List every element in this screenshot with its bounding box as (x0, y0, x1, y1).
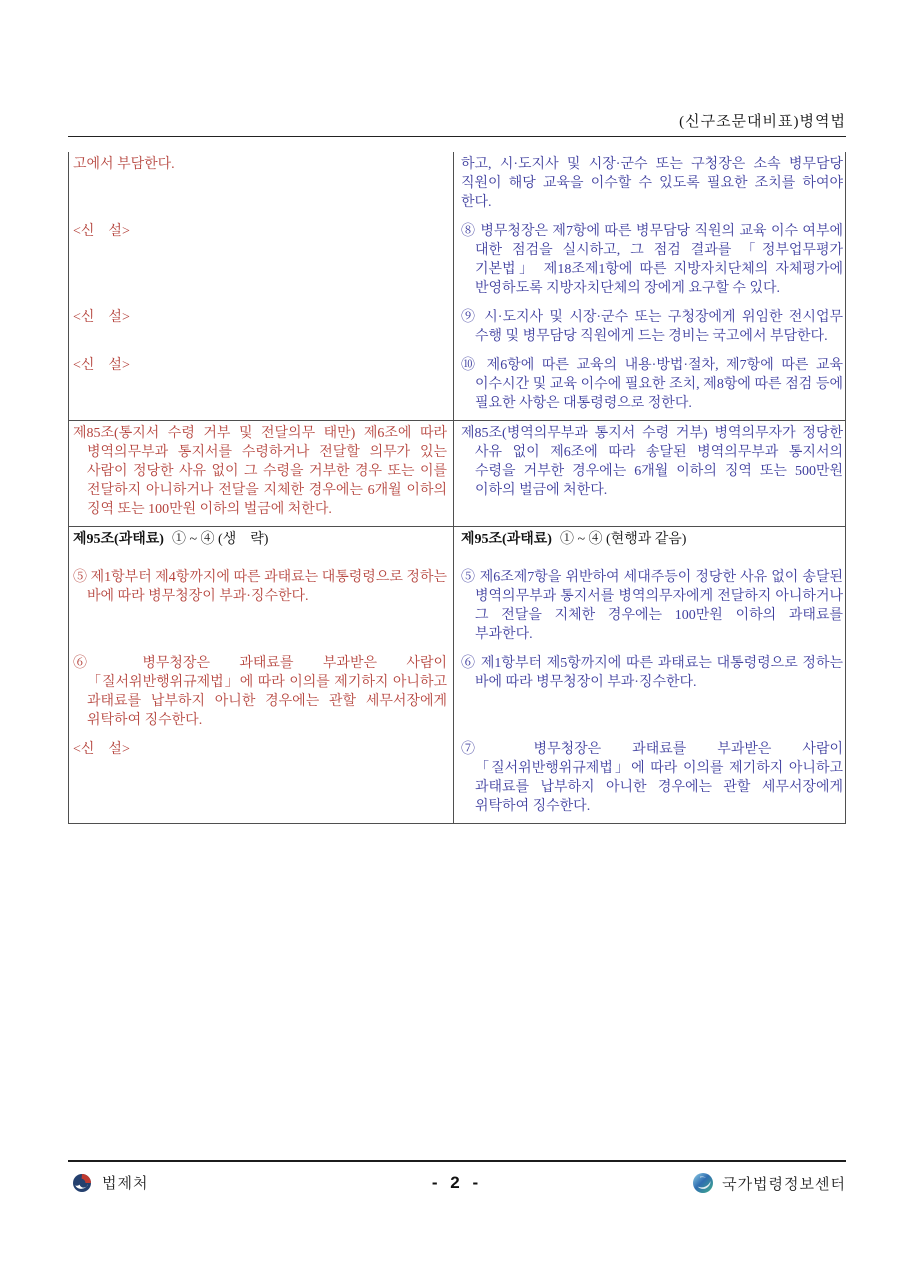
table-row (69, 219, 845, 305)
new-article-title: 제95조(과태료) (461, 532, 552, 547)
new-clause-marker: <신 설> (73, 358, 130, 373)
new-provision-text: ⑦ 병무청장은 과태료를 부과받은 사람이 「질서위반행위규제법」에 따라 이의를 제기하지 아니하고 과태료를 납부하지 아니한 경우에는 관할 세무서장에게 위탁하여 징수한다. (461, 742, 843, 814)
law-info-center-logo-icon (692, 1172, 714, 1194)
page-number: - 2 - (431, 1173, 483, 1192)
new-provision-text: 하고, 시·도지사 및 시장·군수 또는 구청장은 소속 병무담당 직원이 해당 교육을 이수할 수 있도록 필요한 조치를 하여야 한다. (461, 157, 843, 210)
footer-left-group (72, 1172, 148, 1193)
table-row (69, 527, 845, 556)
new-provision-text: 제85조(병역의무부과 통지서 수령 거부) 병역의무자가 정당한 사유 없이 제6조에 따라 송달된 병역의무부과 통지서의 수령을 거부한 경우에는 6개월 이하의 징역 또는 500만원 이하의 벌금에 처한다. (461, 426, 843, 498)
table-section-article-85 (69, 420, 845, 526)
old-provision-cell (69, 651, 453, 737)
table-row (69, 353, 845, 420)
old-article-title: 제95조(과태료) (73, 532, 164, 547)
old-provision-text: 고에서 부담한다. (73, 157, 175, 172)
old-provision-cell (69, 353, 453, 420)
new-clause-marker: <신 설> (73, 742, 130, 757)
new-provision-cell (453, 353, 847, 420)
new-provision-text: ⑩ 제6항에 따른 교육의 내용·방법·절차, 제7항에 따른 교육 이수시간 및 교육 이수에 필요한 조치, 제8항에 따른 점검 등에 필요한 사항은 대통령령으로 정한다. (461, 358, 843, 411)
new-provision-cell (453, 737, 847, 823)
new-provision-cell (453, 421, 847, 526)
comparison-table (68, 152, 846, 824)
new-provision-cell (453, 152, 847, 219)
table-section-article-95 (69, 526, 845, 823)
old-provision-cell (69, 219, 453, 305)
table-row (69, 305, 845, 353)
new-provision-cell (453, 527, 847, 556)
new-clause-marker: <신 설> (73, 224, 130, 239)
new-provision-cell (453, 305, 847, 353)
footer-rule (68, 1160, 846, 1162)
page-footer (68, 1170, 846, 1200)
old-provision-cell (69, 556, 453, 651)
header-rule (68, 136, 846, 137)
old-article-heading (73, 530, 447, 549)
table-row (69, 152, 845, 219)
new-provision-cell (453, 651, 847, 737)
old-provision-text: 제85조(통지서 수령 거부 및 전달의무 태만) 제6조에 따라 병역의무부과 통지서를 수령하거나 전달할 의무가 있는 사람이 정당한 사유 없이 그 수령을 거부한 경우 또는 이를 전달하지 아니하거나 전달을 지체한 경우에는 6개월 이하의 징역 또는 100만원 이하의 벌금에 처한다. (73, 426, 447, 517)
new-provision-cell (453, 556, 847, 651)
new-provision-text: ⑥ 제1항부터 제5항까지에 따른 과태료는 대통령령으로 정하는 바에 따라 병무청장이 부과·징수한다. (461, 656, 843, 690)
old-provision-cell (69, 421, 453, 526)
old-provision-cell (69, 527, 453, 556)
table-row (69, 737, 845, 823)
footer-right-group (692, 1172, 846, 1194)
old-article-heading-rest: ① ~ ④ (생 략) (171, 532, 269, 547)
old-provision-cell (69, 152, 453, 219)
footer-right-label: 국가법령정보센터 (722, 1176, 846, 1193)
table-row (69, 556, 845, 651)
old-provision-text: ⑥ 병무청장은 과태료를 부과받은 사람이 「질서위반행위규제법」에 따라 이의를 제기하지 아니하고 과태료를 납부하지 아니한 경우에는 관할 세무서장에게 위탁하여 징수한다. (73, 656, 447, 728)
moleg-taegeuk-icon (72, 1173, 92, 1193)
old-provision-cell (69, 737, 453, 823)
old-provision-text: ⑤ 제1항부터 제4항까지에 따른 과태료는 대통령령으로 정하는 바에 따라 병무청장이 부과·징수한다. (73, 570, 447, 604)
table-row (69, 421, 845, 526)
page-header-title: (신구조문대비표)병역법 (679, 114, 846, 130)
new-provision-text: ⑨ 시·도지사 및 시장·군수 또는 구청장에게 위임한 전시업무 수행 및 병무담당 직원에게 드는 경비는 국고에서 부담한다. (461, 310, 843, 344)
table-row (69, 651, 845, 737)
table-section-education (69, 152, 845, 420)
new-article-heading (461, 530, 843, 549)
new-clause-marker: <신 설> (73, 310, 130, 325)
footer-left-label: 법제처 (102, 1176, 149, 1192)
new-provision-text: ⑤ 제6조제7항을 위반하여 세대주등이 정당한 사유 없이 송달된 병역의무부과 통지서를 병역의무자에게 전달하지 아니하거나 그 전달을 지체한 경우에는 100만원 이하의 과태료를 부과한다. (461, 570, 843, 642)
new-provision-text: ⑧ 병무청장은 제7항에 따른 병무담당 직원의 교육 이수 여부에 대한 점검을 실시하고, 그 점검 결과를 「정부업무평가 기본법」 제18조제1항에 따른 지방자치단체의 자체평가에 반영하도록 지방자치단체의 장에게 요구할 수 있다. (461, 224, 843, 296)
new-article-heading-rest: ① ~ ④ (현행과 같음) (559, 532, 687, 547)
new-provision-cell (453, 219, 847, 305)
old-provision-cell (69, 305, 453, 353)
